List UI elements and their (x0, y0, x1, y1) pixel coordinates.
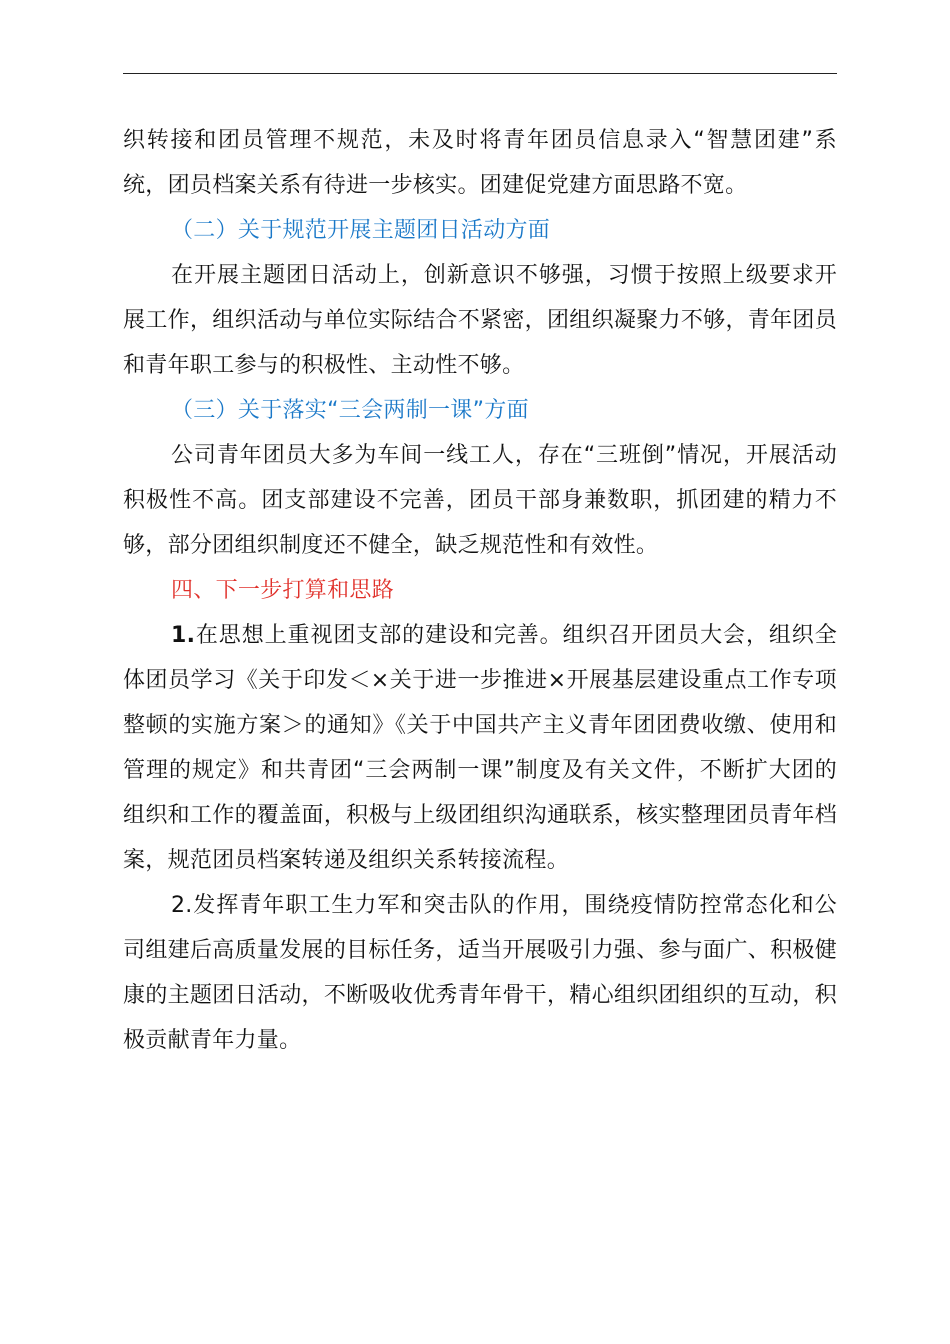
subheading-three: （三）关于落实“三会两制一课”方面 (171, 398, 529, 423)
paragraph-theme-activities: 在开展主题团日活动上，创新意识不够强，习惯于按照上级要求开展工作，组织活动与单位实际结合不紧密，团组织凝聚力不够，青年团员和青年职工参与的积极性、主动性不够。 (123, 263, 837, 378)
section-heading-four: 四、下一步打算和思路 (171, 578, 395, 603)
header-rule (123, 73, 837, 74)
list-item-1-text: 在思想上重视团支部的建设和完善。组织召开团员大会，组织全体团员学习《关于印发＜×关于进一步推进×开展基层建设重点工作专项整顿的实施方案＞的通知》《关于中国共产主义青年团团费收缴、使用和管理的规定》和共青团“三会两制一课”制度及有关文件，不断扩大团的组织和工作的覆盖面，积极与上级团组织沟通联系，核实整理团员青年档案，规范团员档案转递及组织关系转接流程。 (123, 623, 837, 873)
paragraph-three-meetings: 公司青年团员大多为车间一线工人，存在“三班倒”情况，开展活动积极性不高。团支部建设不完善，团员干部身兼数职，抓团建的精力不够，部分团组织制度还不健全，缺乏规范性和有效性。 (123, 443, 837, 558)
subheading-two: （二）关于规范开展主题团日活动方面 (171, 218, 551, 243)
document-body (123, 118, 837, 1063)
list-item-1 (123, 613, 837, 883)
list-item-2: 2.发挥青年职工生力军和突击队的作用，围绕疫情防控常态化和公司组建后高质量发展的目标任务，适当开展吸引力强、参与面广、积极健康的主题团日活动，不断吸收优秀青年骨干，精心组织团组织的互动，积极贡献青年力量。 (123, 893, 837, 1053)
list-item-1-number: 1. (171, 623, 196, 648)
paragraph-continuation: 织转接和团员管理不规范，未及时将青年团员信息录入“智慧团建”系统，团员档案关系有待进一步核实。团建促党建方面思路不宽。 (123, 128, 837, 198)
